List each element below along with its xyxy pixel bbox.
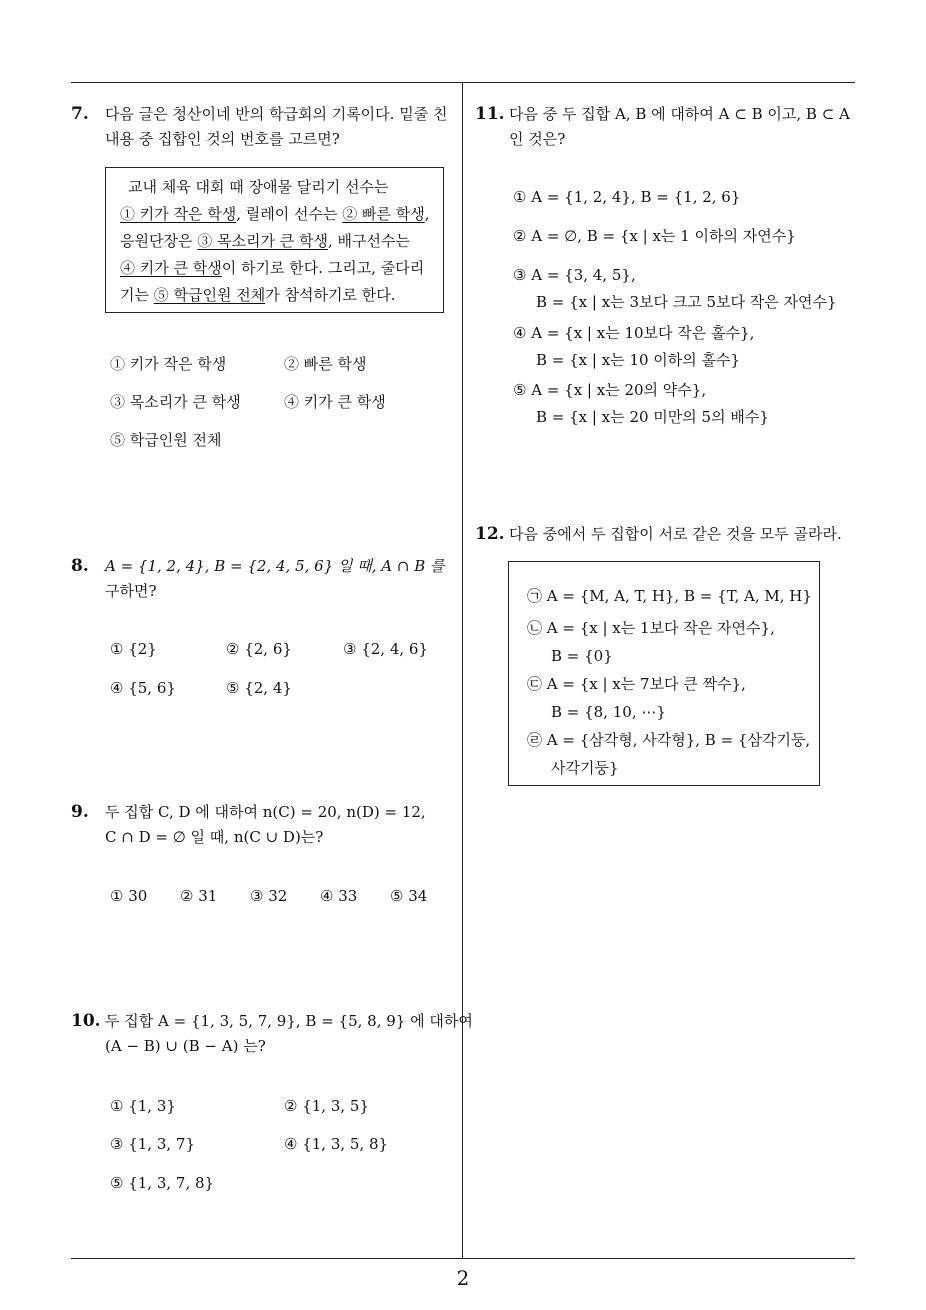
question-number: 11. <box>475 104 505 124</box>
answer-option[interactable]: ⑤ A = {x | x는 20의 약수}, B = {x | x는 20 미만의 5의 배수} <box>513 381 769 426</box>
answer-option[interactable]: ② {2, 6} <box>226 640 292 658</box>
question-7 <box>71 102 457 152</box>
question-text: 다음 중에서 두 집합이 서로 같은 것을 모두 골라라. <box>509 525 842 543</box>
question-text: 두 집합 A = {1, 3, 5, 7, 9}, B = {5, 8, 9} 에 대하여 (A − B) ∪ (B − A) 는? <box>105 1012 473 1055</box>
question-number: 8. <box>71 556 89 576</box>
question-number: 9. <box>71 802 89 822</box>
question-number: 12. <box>475 524 505 544</box>
answer-option[interactable]: ④ {1, 3, 5, 8} <box>284 1135 389 1153</box>
answer-option[interactable]: ⑤ {1, 3, 7, 8} <box>110 1174 215 1192</box>
question-12 <box>475 522 857 547</box>
answer-option[interactable]: ③ 32 <box>250 887 288 905</box>
question-text: 다음 글은 청산이네 반의 학급회의 기록이다. 밑줄 친 내용 중 집합인 것의 번호를 고르면? <box>105 105 448 148</box>
answer-option[interactable]: ③ {2, 4, 6} <box>343 640 429 658</box>
answer-option[interactable]: ① 30 <box>110 887 148 905</box>
top-rule <box>71 82 855 83</box>
question-text: 다음 중 두 집합 A, B 에 대하여 A ⊂ B 이고, B ⊂ A 인 것은? <box>509 105 850 148</box>
answer-option[interactable]: ③ {1, 3, 7} <box>110 1135 196 1153</box>
question-text: A = {1, 2, 4}, B = {2, 4, 5, 6} 일 때, A ∩ B 를 구하면? <box>105 557 445 600</box>
answer-option[interactable]: ① A = {1, 2, 4}, B = {1, 2, 6} <box>513 188 741 206</box>
answer-option[interactable]: ③ A = {3, 4, 5}, B = {x | x는 3보다 크고 5보다 작은 자연수} <box>513 266 837 311</box>
underlined-choice-5: ⑤ 학급인원 전체 <box>153 286 266 304</box>
answer-option[interactable]: ④ 33 <box>320 887 358 905</box>
question-text: 두 집합 C, D 에 대하여 n(C) = 20, n(D) = 12, C ∩ D = ∅ 일 때, n(C ∪ D)는? <box>105 803 426 846</box>
underlined-choice-2: ② 빠른 학생 <box>342 205 425 223</box>
underlined-choice-4: ④ 키가 큰 학생 <box>120 259 222 277</box>
question-8 <box>71 554 457 604</box>
answer-option[interactable]: ① {2} <box>110 640 157 658</box>
answer-option[interactable]: ④ {5, 6} <box>110 679 176 697</box>
set-pair-item: ㉠ A = {M, A, T, H}, B = {T, A, M, H} <box>527 587 812 605</box>
set-pair-item: ㉢ A = {x | x는 7보다 큰 짝수}, B = {8, 10, ⋯} <box>527 675 746 721</box>
answer-option[interactable]: ② 빠른 학생 <box>284 355 367 373</box>
answer-option[interactable]: ② A = ∅, B = {x | x는 1 이하의 자연수} <box>513 227 796 245</box>
answer-option[interactable]: ② {1, 3, 5} <box>284 1097 370 1115</box>
answer-option[interactable]: ① {1, 3} <box>110 1097 176 1115</box>
underlined-choice-1: ① 키가 작은 학생 <box>120 205 237 223</box>
question-number: 10. <box>71 1011 101 1031</box>
answer-option[interactable]: ① 키가 작은 학생 <box>110 355 227 373</box>
set-pair-item: ㉣ A = {삼각형, 사각형}, B = {삼각기둥, 사각기둥} <box>527 731 811 777</box>
set-pairs-box <box>508 561 820 786</box>
column-divider <box>462 83 463 1258</box>
answer-option[interactable]: ④ 키가 큰 학생 <box>284 393 386 411</box>
bottom-rule <box>71 1258 855 1259</box>
question-number: 7. <box>71 104 89 124</box>
answer-option[interactable]: ⑤ 학급인원 전체 <box>110 431 222 449</box>
question-11 <box>475 102 857 152</box>
answer-option[interactable]: ③ 목소리가 큰 학생 <box>110 393 241 411</box>
answer-option[interactable]: ⑤ 34 <box>390 887 428 905</box>
set-pair-item: ㉡ A = {x | x는 1보다 작은 자연수}, B = {0} <box>527 619 775 665</box>
question-9 <box>71 800 457 850</box>
page-number: 2 <box>456 1266 470 1290</box>
underlined-choice-3: ③ 목소리가 큰 학생 <box>197 232 328 250</box>
answer-option[interactable]: ⑤ {2, 4} <box>226 679 292 697</box>
answer-option[interactable]: ② 31 <box>180 887 218 905</box>
question-10 <box>71 1009 473 1059</box>
answer-option[interactable]: ④ A = {x | x는 10보다 작은 홀수}, B = {x | x는 10 이하의 홀수} <box>513 324 755 369</box>
meeting-record-box: 교내 체육 대회 때 장애물 달리기 선수는 ① 키가 작은 학생, 릴레이 선수는 ② 빠른 학생, 응원단장은 ③ 목소리가 큰 학생, 배구선수는 ④ 키가 큰 학생이 하기로 한다. 그리고, 줄다리 기는 ⑤ 학급인원 전체가 참석하기로 한다. <box>105 167 444 313</box>
